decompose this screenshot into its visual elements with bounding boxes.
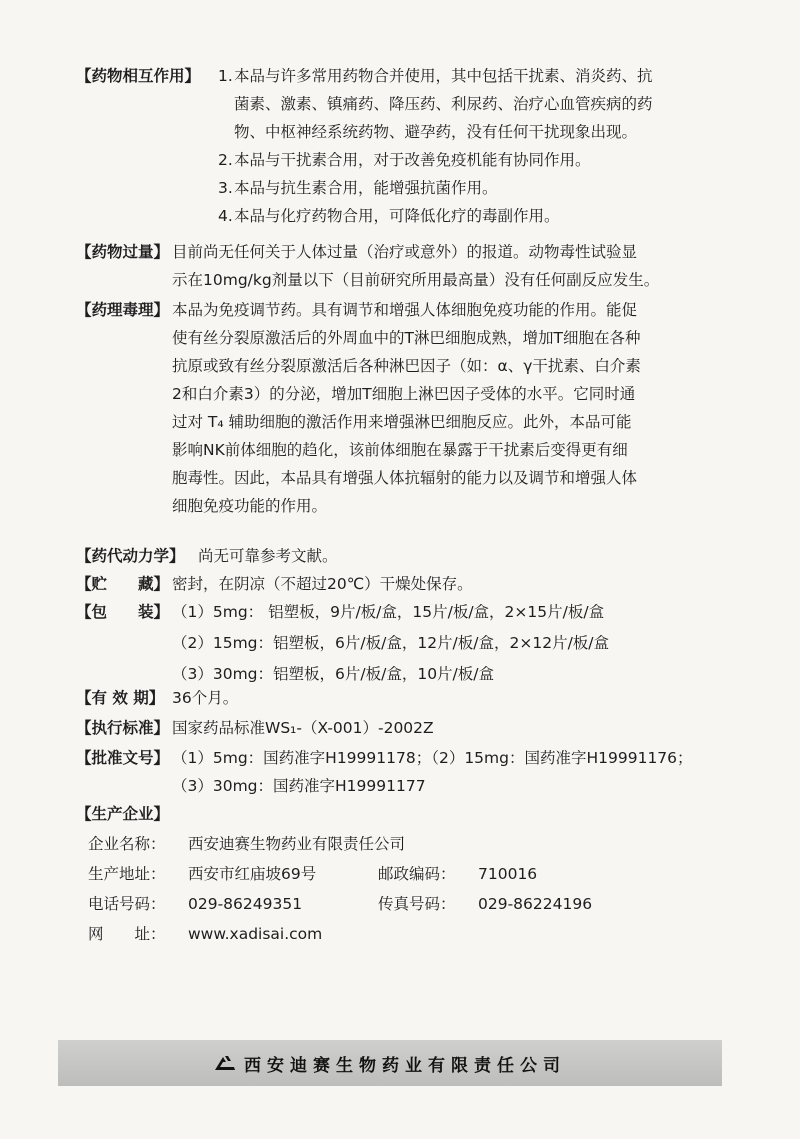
fax-label: 传真号码： [378, 895, 456, 913]
section-label: 【批准文号】 [76, 749, 170, 767]
website-label: 网 址： [88, 925, 166, 943]
section-pharmacokinetics: 【药代动力学】 尚无可靠参考文献。 [76, 542, 782, 570]
phone-label: 电话号码： [88, 895, 166, 913]
company-name: 西安迪赛生物药业有限责任公司 [188, 835, 406, 853]
address: 西安市红庙坡69号 [188, 865, 317, 883]
section-label: 【药物过量】 [76, 243, 170, 261]
footer-band [58, 1040, 722, 1086]
phone: 029-86249351 [188, 895, 303, 913]
company-logo-icon [214, 1054, 236, 1072]
section-overdose: 【药物过量】 目前尚无任何关于人体过量（治疗或意外）的报道。动物毒性试验显 示在10mg/kg剂量以下（目前研究所用最高量）没有任何副反应发生。 [76, 238, 782, 294]
section-label: 【生产企业】 [76, 805, 170, 823]
section-manufacturer [76, 800, 782, 948]
fax: 029-86224196 [478, 895, 593, 913]
address-label: 生产地址： [88, 865, 166, 883]
footer-company-name: 西安迪赛生物药业有限责任公司 [244, 1055, 566, 1076]
section-standard: 【执行标准】 国家药品标准WS₁-（X-001）-2002Z [76, 714, 782, 742]
section-label: 【药理毒理】 [76, 301, 170, 319]
postcode: 710016 [478, 865, 538, 883]
list-item: 3. 本品与抗生素合用，能增强抗菌作用。 [218, 179, 498, 197]
section-label: 【贮 藏】 [76, 575, 170, 593]
website: www.xadisai.com [188, 925, 323, 943]
section-pharmacology: 【药理毒理】 本品为免疫调节药。具有调节和增强人体细胞免疫功能的作用。能促 使有丝分裂原激活后的外周血中的T淋巴细胞成熟，增加T细胞在各种 抗原或致有丝分裂原激活后各种淋巴因子（如：α、γ干扰素、白介素 2和白介素3）的分泌，增加T细胞上淋巴因子受体的水平。它同时通 过对 T₄ 辅助细胞的激活作用来增强淋巴细胞反应。此外，本品可能 影响NK前体细胞的趋化，该前体细胞在暴露于干扰素后变得更有细 胞毒性。因此，本品具有增强人体抗辐射的能力以及调节和增强人体 细胞免疫功能的作用。 [76, 296, 782, 520]
section-label: 【有 效 期】 [76, 689, 165, 707]
section-interactions [76, 62, 782, 230]
section-label: 【药物相互作用】 [76, 67, 201, 85]
section-validity: 【有 效 期】 36个月。 [76, 684, 782, 712]
company-name-label: 企业名称： [88, 835, 166, 853]
section-storage: 【贮 藏】 密封，在阴凉（不超过20℃）干燥处保存。 [76, 570, 782, 598]
section-packaging: 【包 装】 （1）5mg： 铝塑板，9片/板/盒，15片/板/盒，2×15片/板/盒 （2）15mg：铝塑板，6片/板/盒，12片/板/盒，2×12片/板/盒 （3）30mg：铝塑板，6片/板/盒，10片/板/盒 [76, 598, 782, 688]
list-item: 1. 本品与许多常用药物合并使用，其中包括干扰素、消炎药、抗 菌素、激素、镇痛药、降压药、利尿药、治疗心血管疾病的药 物、中枢神经系统药物、避孕药，没有任何干扰现象出现。 [218, 67, 653, 141]
postcode-label: 邮政编码： [378, 865, 456, 883]
section-label: 【执行标准】 [76, 719, 170, 737]
section-label: 【药代动力学】 [76, 547, 185, 565]
section-approval: 【批准文号】 （1）5mg：国药准字H19991178；（2）15mg：国药准字H19991176； （3）30mg：国药准字H19991177 [76, 744, 782, 800]
section-label: 【包 装】 [76, 603, 170, 621]
list-item: 2. 本品与干扰素合用，对于改善免疫机能有协同作用。 [218, 151, 591, 169]
list-item: 4. 本品与化疗药物合用，可降低化疗的毒副作用。 [218, 207, 560, 225]
